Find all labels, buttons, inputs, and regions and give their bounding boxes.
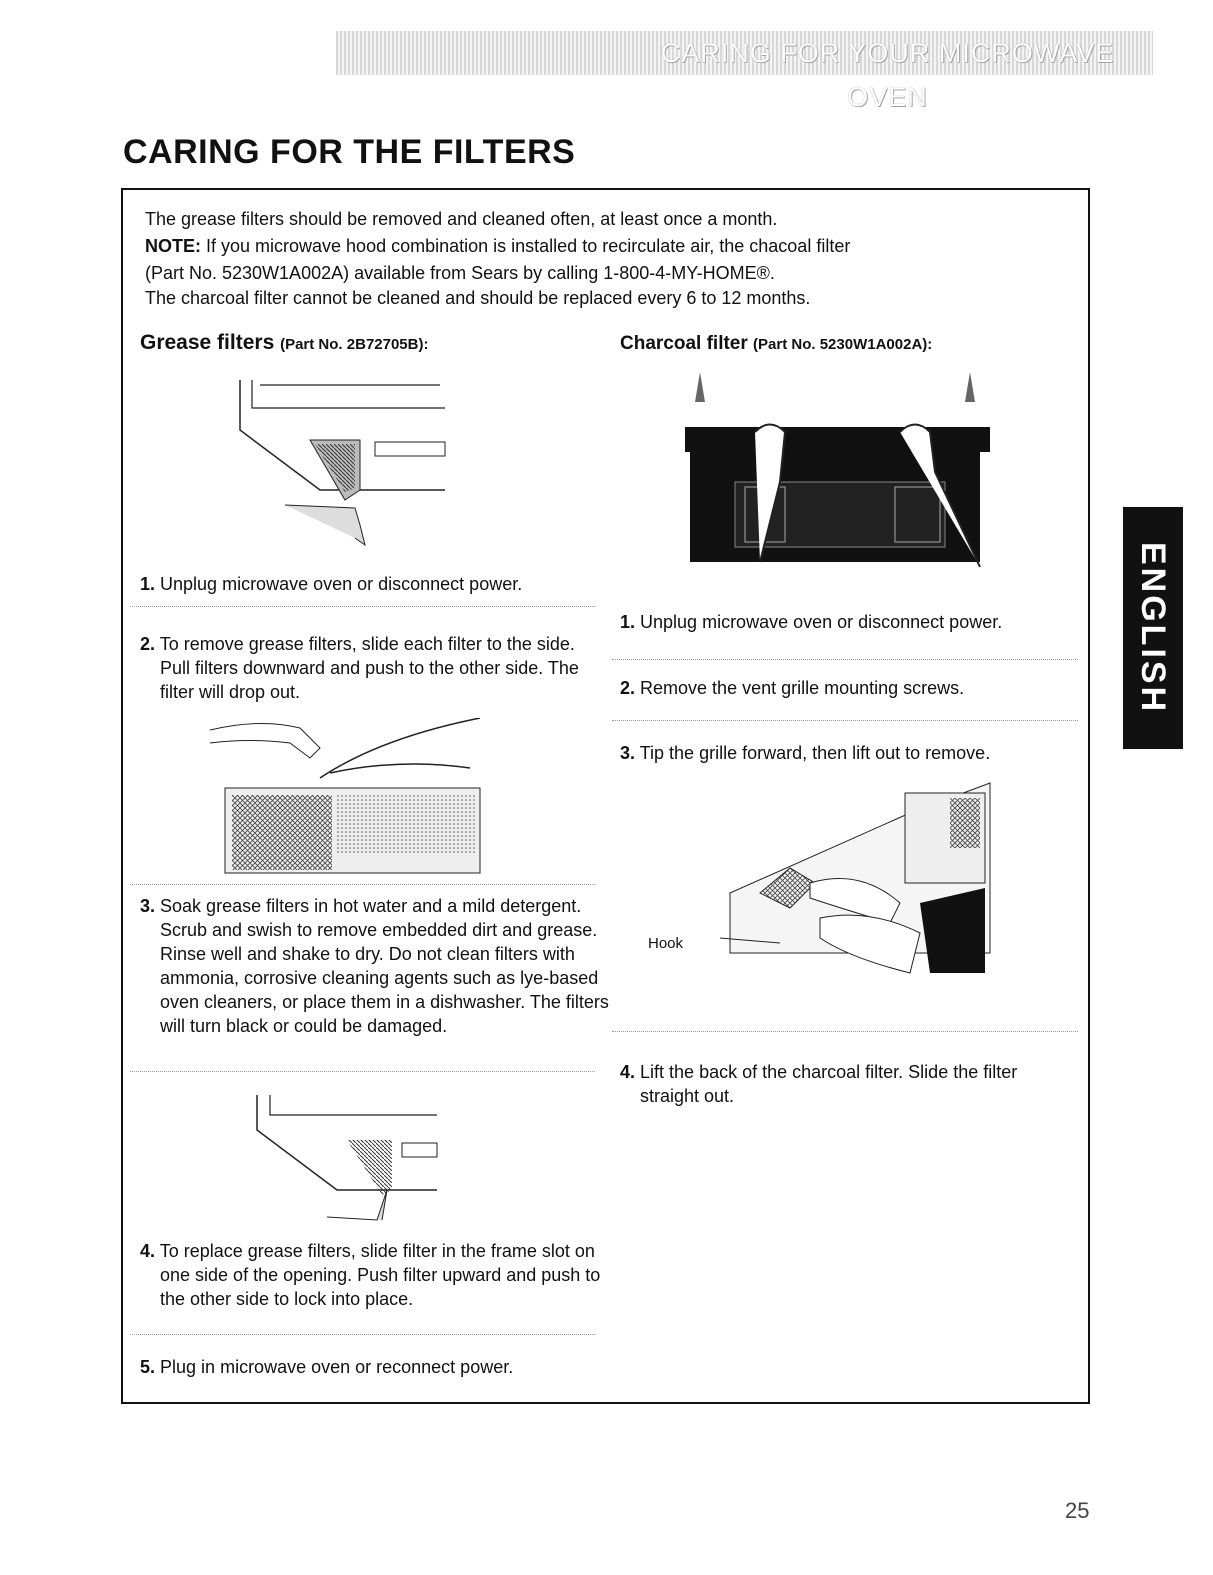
hook-label: Hook <box>648 935 684 952</box>
charcoal-step-4: 4. Lift the back of the charcoal filter. Slide the filter straight out. <box>620 1062 1018 1106</box>
header-banner-text: CARING FOR YOUR MICROWAVE OVEN <box>660 38 1115 112</box>
grease-subhead <box>140 331 428 355</box>
intro-line-4: The charcoal filter cannot be cleaned and should be replaced every 6 to 12 months. <box>145 288 811 308</box>
grease-part: (Part No. 2B72705B): <box>280 336 429 353</box>
grease-step-2: 2. To remove grease filters, slide each filter to the side. Pull filters downward and push to the other side. The filter will drop out. <box>140 634 579 702</box>
divider <box>612 720 1078 721</box>
grease-filter-replace-illustration <box>252 1095 442 1230</box>
charcoal-part: (Part No. 5230W1A002A): <box>753 336 933 353</box>
charcoal-subhead <box>620 333 932 355</box>
grease-step-1: 1. Unplug microwave oven or disconnect power. <box>140 574 523 594</box>
charcoal-step-3: 3. Tip the grille forward, then lift out to remove. <box>620 743 991 763</box>
charcoal-step-1: 1. Unplug microwave oven or disconnect power. <box>620 612 1003 632</box>
note-label: NOTE: <box>145 236 201 256</box>
note-text: If you microwave hood combination is installed to recirculate air, the chacoal filter <box>201 236 851 256</box>
grease-step-3: 3. Soak grease filters in hot water and a mild detergent. Scrub and swish to remove embedded dirt and grease. Rinse well and shake to dry. Do not clean filters with ammonia, corrosive cleaning agents such as lye-based oven cleaners, or place them in a dishwasher. The filters will turn black or could be damaged. <box>140 896 609 1036</box>
soaking-filter-illustration <box>200 718 490 878</box>
grease-title: Grease filters <box>140 331 275 354</box>
divider <box>130 606 595 607</box>
divider <box>130 1334 595 1335</box>
vent-grille-illustration <box>685 372 1000 572</box>
divider <box>130 884 595 885</box>
grease-step-5: 5. Plug in microwave oven or reconnect power. <box>140 1357 514 1377</box>
divider <box>612 659 1078 660</box>
grease-step-4: 4. To replace grease filters, slide filter in the frame slot on one side of the opening. Push filter upward and push to the other side to lock into place. <box>140 1241 601 1309</box>
page-number: 25 <box>1065 1498 1090 1523</box>
charcoal-filter-hook-illustration <box>720 773 1005 988</box>
intro-note <box>145 234 850 258</box>
divider <box>612 1031 1078 1032</box>
page-title: CARING FOR THE FILTERS <box>123 133 576 171</box>
intro-line-1: The grease filters should be removed and cleaned often, at least once a month. <box>145 209 778 229</box>
charcoal-title: Charcoal filter <box>620 333 748 354</box>
charcoal-step-2: 2. Remove the vent grille mounting screws. <box>620 678 965 698</box>
grease-filter-removal-illustration <box>230 380 450 570</box>
divider <box>130 1071 595 1072</box>
language-tab: ENGLISH <box>1123 507 1183 749</box>
intro-line-3: (Part No. 5230W1A002A) available from Sears by calling 1-800-4-MY-HOME®. <box>145 263 775 283</box>
